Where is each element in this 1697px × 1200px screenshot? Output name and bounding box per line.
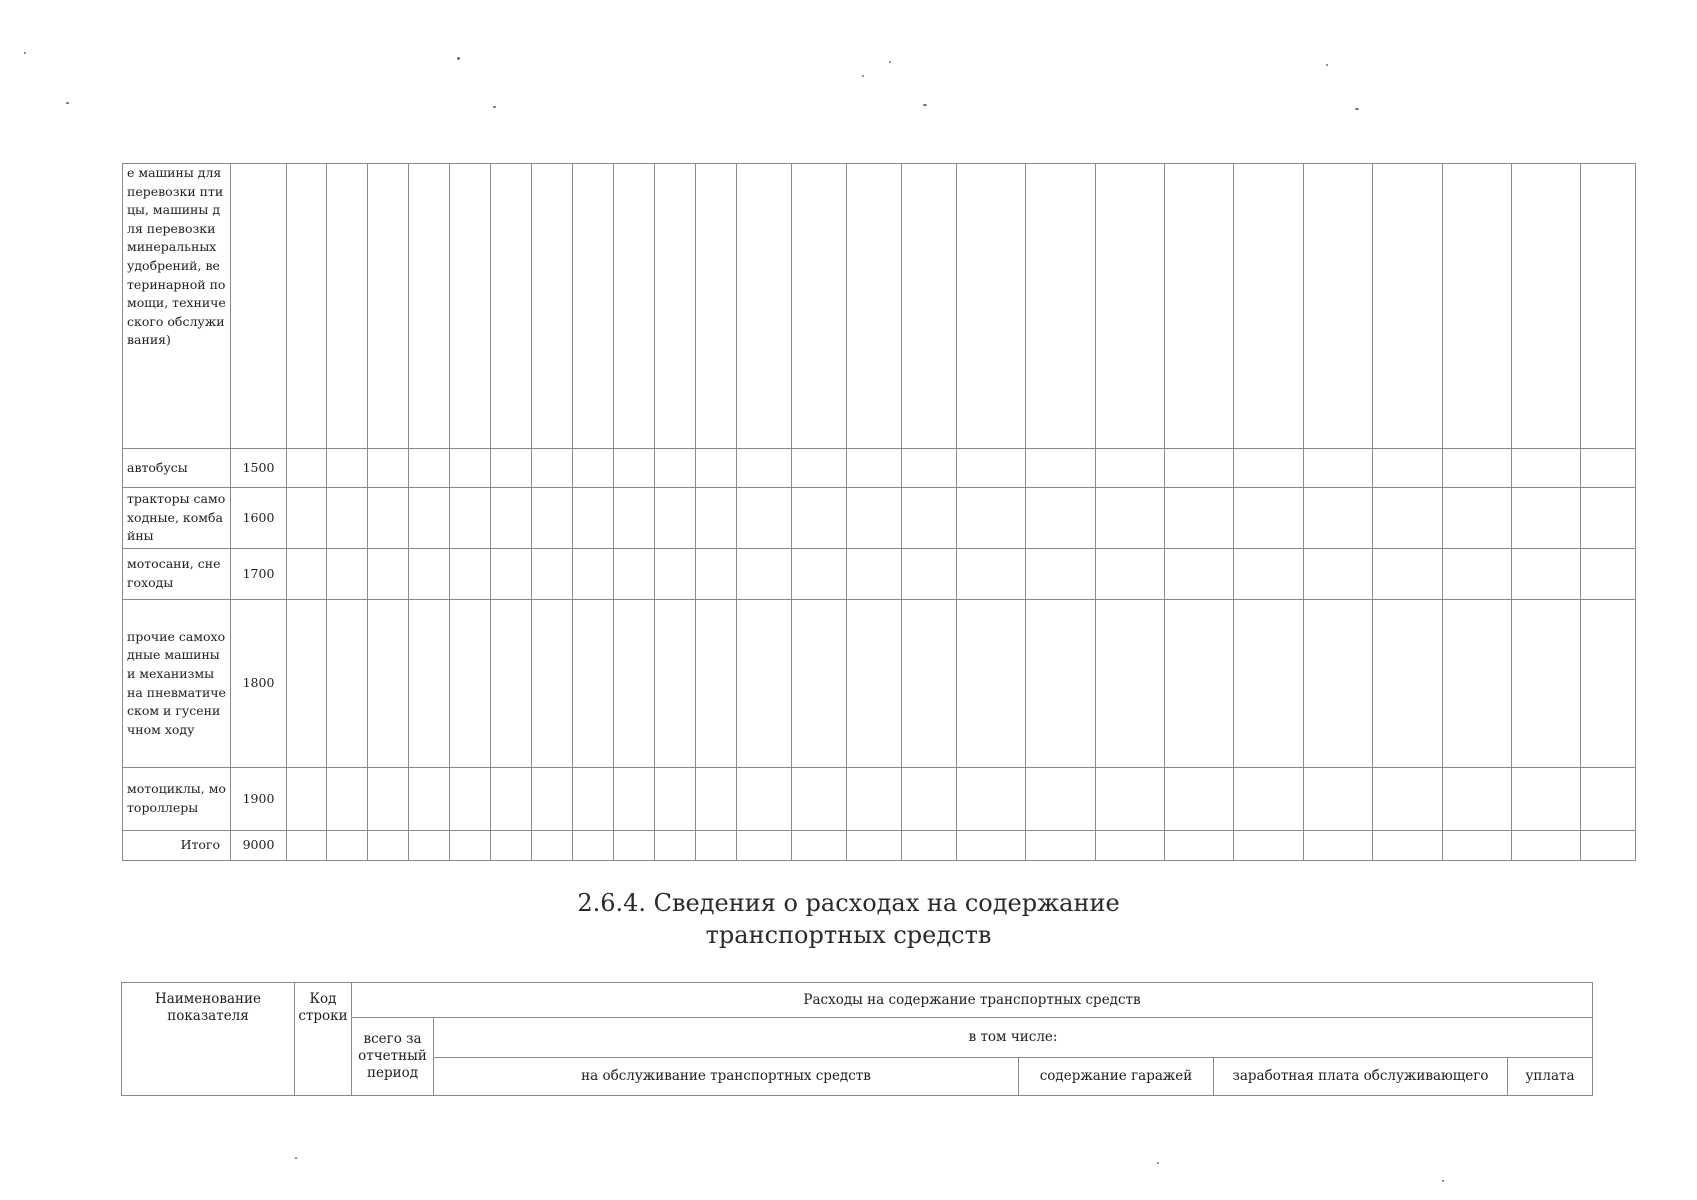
scan-speck (493, 106, 496, 108)
empty-cell (573, 831, 614, 861)
empty-cell (1581, 768, 1636, 831)
empty-cell (532, 549, 573, 600)
empty-cell (532, 488, 573, 549)
empty-cell (491, 549, 532, 600)
section-title (0, 887, 1697, 951)
table-row (123, 549, 1636, 600)
empty-cell (1304, 600, 1373, 768)
empty-cell (1234, 831, 1304, 861)
empty-cell (792, 449, 847, 488)
empty-cell (1373, 549, 1443, 600)
scan-speck (1355, 108, 1359, 110)
empty-cell (1096, 164, 1165, 449)
empty-cell (409, 488, 450, 549)
row-name: мотоциклы, мотороллеры (123, 768, 231, 831)
empty-cell (696, 768, 737, 831)
empty-cell (1165, 488, 1234, 549)
row-code: 1800 (231, 600, 287, 768)
empty-cell (1512, 768, 1581, 831)
empty-cell (1096, 549, 1165, 600)
empty-cell (902, 768, 957, 831)
row-code (231, 164, 287, 449)
table-row (123, 449, 1636, 488)
scan-speck (457, 57, 460, 60)
empty-cell (368, 549, 409, 600)
empty-cell (287, 768, 327, 831)
row-name: мотосани, снегоходы (123, 549, 231, 600)
empty-cell (450, 768, 491, 831)
empty-cell (696, 831, 737, 861)
empty-cell (532, 600, 573, 768)
empty-cell (792, 164, 847, 449)
empty-cell (957, 831, 1026, 861)
empty-cell (327, 831, 368, 861)
empty-cell (902, 164, 957, 449)
empty-cell (1096, 768, 1165, 831)
empty-cell (1096, 831, 1165, 861)
empty-cell (409, 549, 450, 600)
empty-cell (737, 549, 792, 600)
empty-cell (1026, 831, 1096, 861)
empty-cell (491, 449, 532, 488)
empty-cell (696, 449, 737, 488)
empty-cell (737, 164, 792, 449)
section-title-line-2: транспортных средств (705, 921, 992, 949)
empty-cell (1026, 549, 1096, 600)
row-code: 1600 (231, 488, 287, 549)
empty-cell (1304, 164, 1373, 449)
empty-cell (409, 768, 450, 831)
empty-cell (368, 449, 409, 488)
scan-speck (295, 1157, 297, 1159)
empty-cell (902, 600, 957, 768)
empty-cell (614, 488, 655, 549)
empty-cell (737, 449, 792, 488)
row-name: автобусы (123, 449, 231, 488)
row-code: 1900 (231, 768, 287, 831)
empty-cell (1512, 449, 1581, 488)
table-row (123, 831, 1636, 861)
empty-cell (1234, 164, 1304, 449)
empty-cell (1026, 449, 1096, 488)
vehicle-data-table (122, 163, 1636, 861)
empty-cell (792, 549, 847, 600)
empty-cell (902, 549, 957, 600)
empty-cell (1443, 600, 1512, 768)
empty-cell (792, 831, 847, 861)
empty-cell (1165, 449, 1234, 488)
empty-cell (614, 768, 655, 831)
empty-cell (491, 164, 532, 449)
empty-cell (1373, 449, 1443, 488)
empty-cell (614, 164, 655, 449)
empty-cell (1512, 488, 1581, 549)
empty-cell (450, 449, 491, 488)
empty-cell (573, 449, 614, 488)
empty-cell (1234, 768, 1304, 831)
empty-cell (792, 600, 847, 768)
empty-cell (450, 164, 491, 449)
empty-cell (1026, 164, 1096, 449)
scan-speck (923, 104, 927, 106)
empty-cell (1512, 831, 1581, 861)
empty-cell (287, 831, 327, 861)
row-name: прочие самоходные машины и механизмы на пневматическом и гусеничном ходу (123, 600, 231, 768)
column-subheader-including: в том числе: (434, 1018, 1593, 1058)
empty-cell (902, 449, 957, 488)
empty-cell (327, 164, 368, 449)
empty-cell (491, 488, 532, 549)
empty-cell (327, 449, 368, 488)
empty-cell (1373, 488, 1443, 549)
empty-cell (1373, 600, 1443, 768)
scan-speck (1442, 1180, 1444, 1182)
empty-cell (1165, 768, 1234, 831)
table-row (123, 164, 1636, 449)
empty-cell (287, 549, 327, 600)
empty-cell (532, 768, 573, 831)
empty-cell (737, 488, 792, 549)
empty-cell (287, 449, 327, 488)
empty-cell (655, 488, 696, 549)
empty-cell (902, 488, 957, 549)
empty-cell (1026, 488, 1096, 549)
empty-cell (696, 549, 737, 600)
empty-cell (573, 488, 614, 549)
empty-cell (532, 831, 573, 861)
empty-cell (327, 600, 368, 768)
empty-cell (1026, 600, 1096, 768)
scan-speck (1157, 1162, 1159, 1164)
empty-cell (655, 449, 696, 488)
empty-cell (1581, 831, 1636, 861)
empty-cell (1026, 768, 1096, 831)
row-code: 1700 (231, 549, 287, 600)
row-code: 9000 (231, 831, 287, 861)
empty-cell (1304, 549, 1373, 600)
column-header-payment: уплата (1508, 1058, 1593, 1096)
empty-cell (1304, 488, 1373, 549)
column-header-total: всего за отчетный период (352, 1018, 434, 1096)
scan-speck (24, 52, 26, 54)
empty-cell (287, 488, 327, 549)
empty-cell (368, 488, 409, 549)
empty-cell (1234, 600, 1304, 768)
column-header-salary: заработная плата обслуживающего (1214, 1058, 1508, 1096)
empty-cell (573, 600, 614, 768)
empty-cell (368, 831, 409, 861)
scan-speck (66, 102, 69, 104)
empty-cell (655, 549, 696, 600)
empty-cell (1581, 549, 1636, 600)
empty-cell (450, 549, 491, 600)
empty-cell (737, 600, 792, 768)
empty-cell (491, 831, 532, 861)
empty-cell (1512, 549, 1581, 600)
empty-cell (957, 488, 1026, 549)
empty-cell (368, 600, 409, 768)
empty-cell (368, 768, 409, 831)
empty-cell (409, 164, 450, 449)
empty-cell (737, 768, 792, 831)
row-name: е машины для перевозки птицы, машины для перевозки минеральных удобрений, ветеринарной помощи, технического обслуживания) (123, 164, 231, 449)
empty-cell (957, 549, 1026, 600)
empty-cell (1443, 164, 1512, 449)
section-title-line-1: 2.6.4. Сведения о расходах на содержание (577, 889, 1120, 917)
empty-cell (1443, 449, 1512, 488)
empty-cell (847, 488, 902, 549)
empty-cell (327, 488, 368, 549)
empty-cell (1581, 449, 1636, 488)
expenses-header-table (121, 982, 1593, 1096)
empty-cell (1096, 600, 1165, 768)
empty-cell (1581, 164, 1636, 449)
empty-cell (696, 164, 737, 449)
empty-cell (1304, 449, 1373, 488)
empty-cell (614, 449, 655, 488)
empty-cell (696, 600, 737, 768)
empty-cell (847, 449, 902, 488)
scan-speck (862, 75, 864, 77)
column-header-name: Наименование показателя (122, 983, 295, 1096)
row-code: 1500 (231, 449, 287, 488)
empty-cell (1512, 600, 1581, 768)
empty-cell (792, 768, 847, 831)
empty-cell (409, 831, 450, 861)
empty-cell (573, 768, 614, 831)
empty-cell (1373, 164, 1443, 449)
empty-cell (957, 164, 1026, 449)
empty-cell (847, 768, 902, 831)
empty-cell (847, 831, 902, 861)
empty-cell (614, 600, 655, 768)
empty-cell (450, 831, 491, 861)
empty-cell (1096, 488, 1165, 549)
empty-cell (655, 600, 696, 768)
empty-cell (655, 831, 696, 861)
table-row (123, 768, 1636, 831)
empty-cell (491, 600, 532, 768)
empty-cell (532, 164, 573, 449)
scan-speck (1326, 64, 1328, 66)
empty-cell (1234, 488, 1304, 549)
row-name: тракторы самоходные, комбайны (123, 488, 231, 549)
empty-cell (847, 549, 902, 600)
empty-cell (573, 164, 614, 449)
empty-cell (902, 831, 957, 861)
empty-cell (491, 768, 532, 831)
empty-cell (1581, 488, 1636, 549)
column-header-service: на обслуживание транспортных средств (434, 1058, 1019, 1096)
empty-cell (409, 449, 450, 488)
empty-cell (287, 600, 327, 768)
empty-cell (1443, 768, 1512, 831)
scan-speck (889, 61, 891, 63)
empty-cell (573, 549, 614, 600)
empty-cell (696, 488, 737, 549)
empty-cell (847, 164, 902, 449)
empty-cell (1581, 600, 1636, 768)
empty-cell (737, 831, 792, 861)
empty-cell (957, 600, 1026, 768)
empty-cell (287, 164, 327, 449)
empty-cell (957, 768, 1026, 831)
empty-cell (1165, 831, 1234, 861)
column-header-garage: содержание гаражей (1019, 1058, 1214, 1096)
empty-cell (1373, 831, 1443, 861)
column-header-code: Код строки (295, 983, 352, 1096)
empty-cell (614, 831, 655, 861)
empty-cell (450, 600, 491, 768)
table-row (123, 600, 1636, 768)
empty-cell (792, 488, 847, 549)
empty-cell (1373, 768, 1443, 831)
empty-cell (327, 549, 368, 600)
empty-cell (614, 549, 655, 600)
empty-cell (409, 600, 450, 768)
empty-cell (1304, 768, 1373, 831)
empty-cell (1443, 549, 1512, 600)
empty-cell (1443, 488, 1512, 549)
empty-cell (847, 600, 902, 768)
empty-cell (1234, 449, 1304, 488)
empty-cell (1165, 549, 1234, 600)
empty-cell (655, 768, 696, 831)
row-name: Итого (123, 831, 231, 861)
empty-cell (368, 164, 409, 449)
empty-cell (327, 768, 368, 831)
empty-cell (1165, 600, 1234, 768)
empty-cell (1234, 549, 1304, 600)
empty-cell (1512, 164, 1581, 449)
table-row (123, 488, 1636, 549)
empty-cell (957, 449, 1026, 488)
empty-cell (532, 449, 573, 488)
empty-cell (1165, 164, 1234, 449)
empty-cell (655, 164, 696, 449)
empty-cell (450, 488, 491, 549)
empty-cell (1443, 831, 1512, 861)
empty-cell (1096, 449, 1165, 488)
empty-cell (1304, 831, 1373, 861)
column-group-expenses: Расходы на содержание транспортных средств (352, 983, 1593, 1018)
